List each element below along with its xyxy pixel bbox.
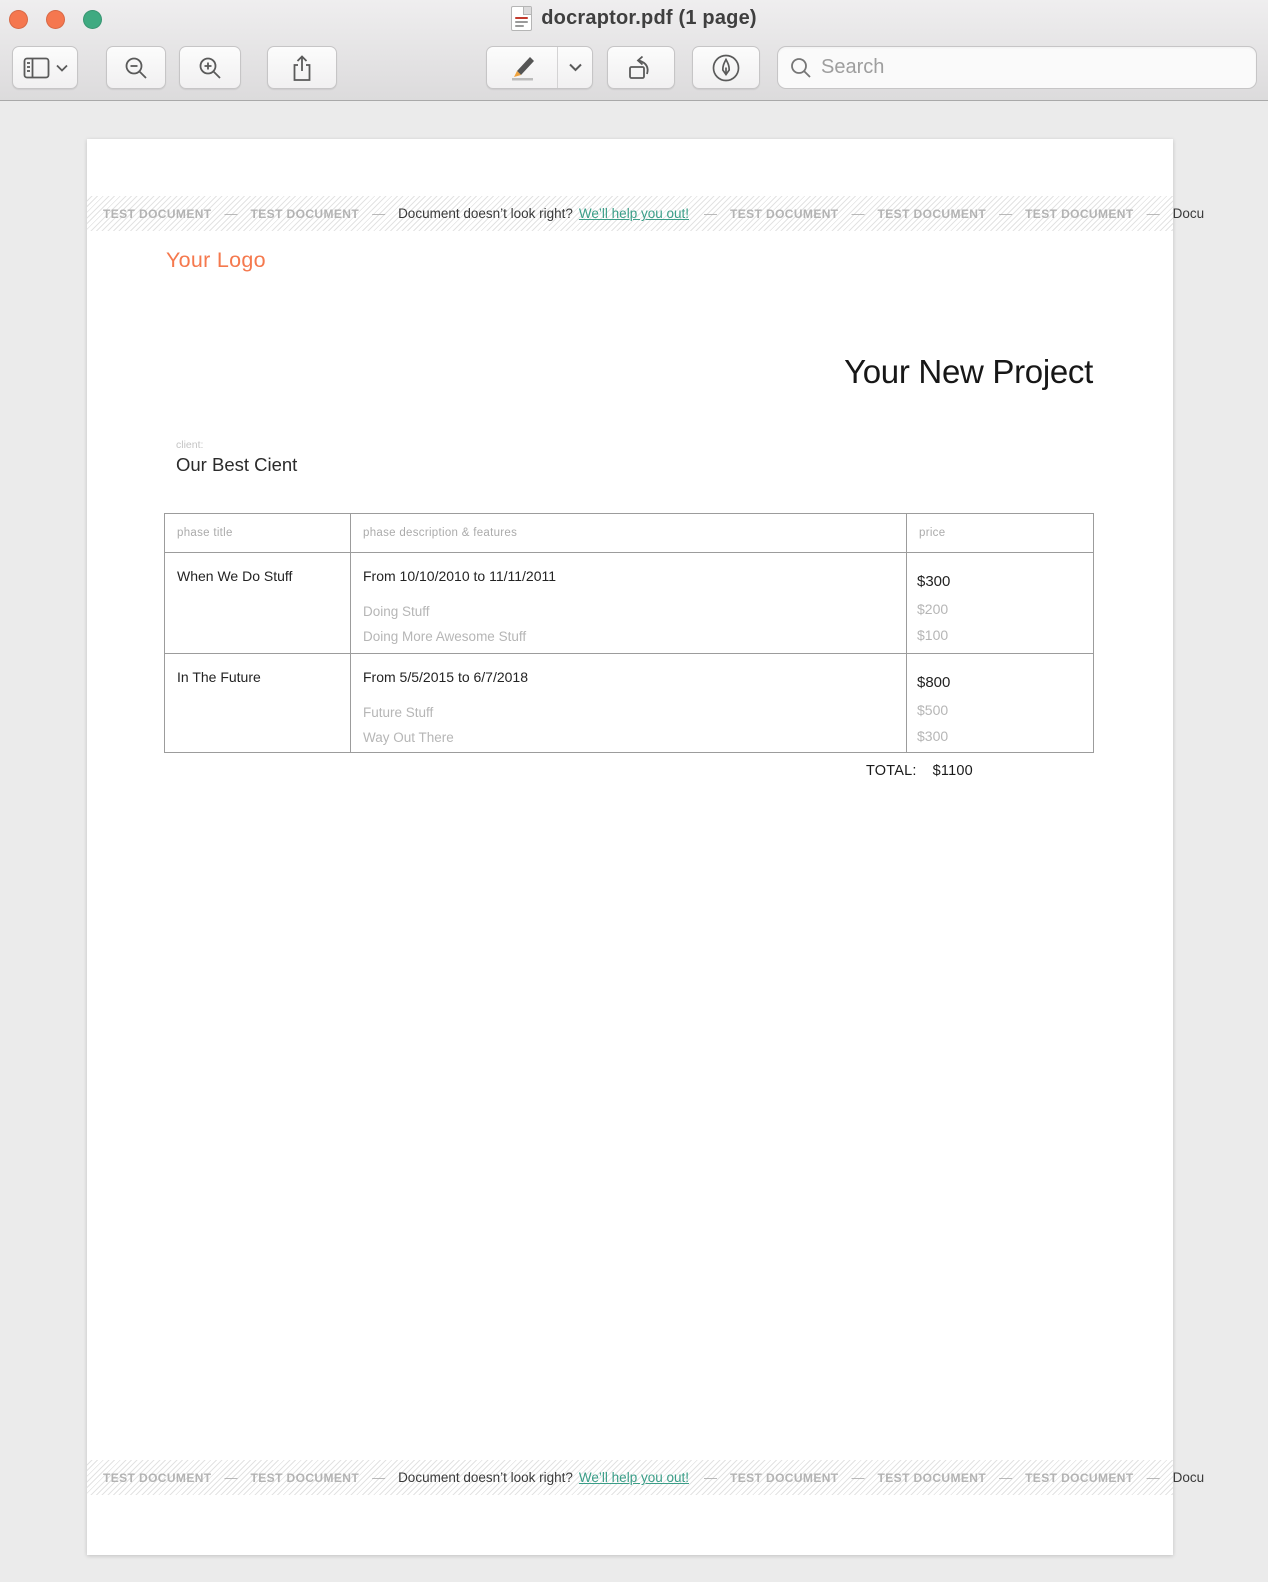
- banner-question: Document doesn’t look right?: [398, 1470, 573, 1485]
- banner-dash: —: [999, 206, 1013, 221]
- test-document-label: TEST DOCUMENT: [877, 206, 987, 221]
- phase-description-cell: [351, 553, 907, 654]
- total-row: [866, 763, 973, 779]
- phase-title-cell: In The Future: [165, 654, 351, 753]
- test-document-label: TEST DOCUMENT: [730, 1470, 839, 1485]
- close-button[interactable]: [9, 10, 28, 29]
- banner-dash: —: [851, 206, 865, 221]
- banner-dash: —: [372, 1470, 386, 1485]
- share-icon: [290, 54, 314, 82]
- markup-toolbar-button[interactable]: [692, 46, 760, 89]
- banner-dash: —: [704, 206, 717, 221]
- banner-dash: —: [224, 1470, 238, 1485]
- rotate-left-icon: [626, 54, 656, 82]
- pdf-page: [87, 139, 1205, 1555]
- sidebar-icon: [23, 57, 50, 79]
- phase-feature: Doing More Awesome Stuff: [363, 629, 527, 644]
- header-price: price: [907, 514, 1094, 553]
- banner-question: Document doesn’t look right?: [398, 206, 573, 221]
- test-document-banner-top: [87, 196, 1205, 231]
- phase-feature: Doing Stuff: [363, 604, 430, 619]
- client-name: Our Best Cient: [176, 454, 298, 475]
- test-document-label: TEST DOCUMENT: [877, 1470, 987, 1485]
- banner-dash: —: [851, 1470, 865, 1485]
- total-value: $1100: [932, 763, 973, 779]
- help-link[interactable]: We’ll help you out!: [578, 206, 689, 221]
- phase-description-cell: [351, 654, 907, 753]
- sidebar-toggle-button[interactable]: [12, 46, 78, 89]
- total-label: TOTAL:: [866, 763, 917, 779]
- phase-title-cell: When We Do Stuff: [165, 553, 351, 654]
- banner-dash: —: [372, 206, 386, 221]
- feature-price: $100: [917, 626, 949, 643]
- header-phase-title: phase title: [165, 514, 351, 553]
- search-icon: [790, 57, 812, 79]
- table-row: [165, 654, 1094, 753]
- table-row: [165, 553, 1094, 654]
- phase-feature: Way Out There: [363, 730, 454, 745]
- pdf-document-icon: [511, 6, 532, 31]
- banner-dash: —: [1146, 206, 1160, 221]
- zoom-in-icon: [198, 56, 222, 80]
- test-document-label: TEST DOCUMENT: [103, 206, 212, 221]
- zoom-out-icon: [124, 56, 148, 80]
- zoom-in-button[interactable]: [179, 46, 241, 89]
- project-title: Your New Project: [844, 353, 1093, 390]
- feature-price: $200: [917, 601, 949, 617]
- banner-dash: —: [704, 1470, 717, 1485]
- header-phase-description: phase description & features: [351, 514, 907, 553]
- banner-dash: —: [224, 206, 238, 221]
- phase-dates: From 10/10/2010 to 11/11/2011: [363, 568, 557, 584]
- search-input[interactable]: [821, 56, 1244, 79]
- test-document-label: TEST DOCUMENT: [103, 1470, 212, 1485]
- test-document-label: TEST DOCUMENT: [250, 206, 360, 221]
- phase-dates: From 5/5/2015 to 6/7/2018: [363, 669, 528, 685]
- price-cell: [907, 553, 1094, 654]
- zoom-out-button[interactable]: [106, 46, 166, 89]
- phases-table: [164, 513, 1094, 753]
- chevron-down-icon: [56, 64, 68, 72]
- markup-tool-control[interactable]: [486, 46, 593, 89]
- phase-price: $800: [917, 674, 951, 691]
- test-document-label: TEST DOCUMENT: [1025, 1470, 1134, 1485]
- phase-price: $300: [917, 573, 951, 590]
- zoom-window-button[interactable]: [83, 10, 102, 29]
- banner-dash: —: [999, 1470, 1013, 1485]
- test-document-label: TEST DOCUMENT: [730, 206, 839, 221]
- help-link[interactable]: We’ll help you out!: [578, 1470, 689, 1485]
- banner-trailing-text: Docu: [1172, 1470, 1205, 1485]
- company-logo-text: Your Logo: [166, 248, 266, 272]
- test-document-banner-bottom: [87, 1460, 1205, 1495]
- price-cell: [907, 654, 1094, 753]
- pdf-view-area: [0, 102, 1268, 1582]
- test-document-label: TEST DOCUMENT: [250, 1470, 360, 1485]
- window-chrome: [0, 0, 1268, 101]
- titlebar: [0, 0, 1268, 36]
- test-document-label: TEST DOCUMENT: [1025, 206, 1134, 221]
- rotate-left-button[interactable]: [607, 46, 675, 89]
- feature-price: $500: [917, 702, 949, 718]
- search-field[interactable]: [777, 46, 1257, 89]
- markup-pen-icon[interactable]: [487, 47, 557, 88]
- markup-nib-icon: [711, 53, 741, 83]
- feature-price: $300: [917, 727, 949, 744]
- banner-trailing-text: Docu: [1172, 206, 1205, 221]
- table-header-row: [165, 514, 1094, 553]
- window-title: docraptor.pdf (1 page): [541, 6, 757, 29]
- share-button[interactable]: [267, 46, 337, 89]
- banner-dash: —: [1146, 1470, 1160, 1485]
- chevron-down-icon[interactable]: [557, 47, 592, 88]
- phase-feature: Future Stuff: [363, 705, 434, 720]
- minimize-button[interactable]: [46, 10, 65, 29]
- client-block: [176, 439, 297, 476]
- client-label: client:: [176, 439, 204, 451]
